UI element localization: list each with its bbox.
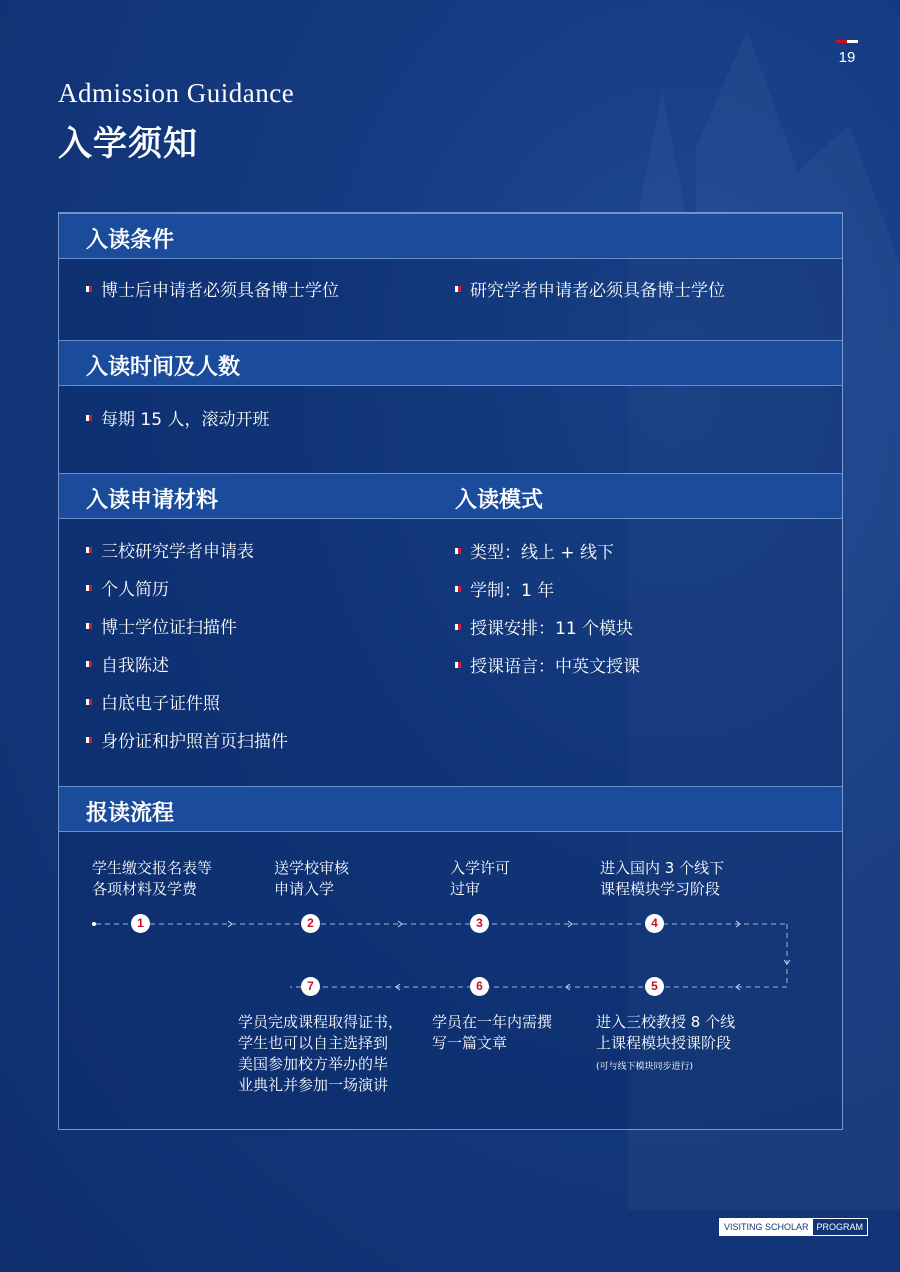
section-body-timing: [59, 386, 842, 473]
footer-badge: [719, 1218, 868, 1236]
list-item: [86, 276, 339, 301]
item-text: 自我陈述: [101, 656, 169, 676]
bullet-icon: [455, 586, 461, 592]
footer-label-left: VISITING SCHOLAR: [720, 1219, 813, 1235]
step-5-marker: 5: [645, 977, 664, 996]
item-text: 授课语言：中英文授课: [470, 657, 640, 677]
item-text: 研究学者申请者必须具备博士学位: [470, 281, 725, 301]
section-body-materials-mode: [59, 519, 842, 786]
step-text-line: 进入三校教授 8 个线: [596, 1013, 736, 1031]
step-5-text: [596, 1012, 735, 1054]
bullet-icon: [455, 286, 461, 292]
step-5-note: (可与线下模块同步进行): [596, 1062, 694, 1072]
section-title-timing: 入读时间及人数: [86, 355, 241, 380]
bullet-icon: [86, 699, 92, 705]
step-4-marker: 4: [645, 914, 664, 933]
item-text: 博士后申请者必须具备博士学位: [101, 281, 339, 301]
section-title-mode: 入读模式: [455, 488, 544, 513]
bullet-icon: [86, 547, 92, 553]
bullet-icon: [86, 286, 92, 292]
bullet-icon: [86, 661, 92, 667]
step-2-text: [274, 858, 349, 900]
step-text-line: 送学校审核: [274, 859, 350, 877]
page-number-accent: [836, 40, 858, 43]
step-text-line: 学生缴交报名表等: [92, 859, 213, 877]
list-item: [86, 689, 220, 714]
item-text: 三校研究学者申请表: [101, 542, 254, 562]
section-title-process: 报读流程: [86, 801, 175, 826]
step-2-marker: 2: [301, 914, 320, 933]
list-item: [455, 614, 633, 639]
step-text-line: 学员在一年内需撰: [432, 1013, 553, 1031]
page-number: [832, 40, 862, 66]
item-text: 每期 15 人，滚动开班: [101, 410, 270, 430]
list-item: [455, 276, 725, 301]
title-chinese: 入学须知: [58, 124, 198, 164]
list-item: [455, 576, 554, 601]
list-item: [86, 405, 269, 430]
step-1-text: [92, 858, 212, 900]
bullet-icon: [86, 585, 92, 591]
item-text: 身份证和护照首页扫描件: [101, 732, 288, 752]
item-text: 类型：线上 + 线下: [470, 543, 615, 563]
list-item: [86, 575, 169, 600]
section-body-conditions: [59, 259, 842, 340]
step-text-line: 各项材料及学费: [92, 880, 198, 898]
step-text-line: 过审: [450, 880, 481, 898]
list-item: [86, 727, 288, 752]
footer-label-right: PROGRAM: [816, 1222, 864, 1232]
list-item: [86, 537, 254, 562]
step-text-line: 美国参加校方举办的毕: [238, 1055, 389, 1073]
section-header-process: [59, 786, 842, 832]
step-7-text: [238, 1012, 403, 1096]
step-3-text: [450, 858, 510, 900]
step-text-line: 上课程模块授课阶段: [596, 1034, 732, 1052]
bullet-icon: [86, 415, 92, 421]
bullet-icon: [455, 548, 461, 554]
bullet-icon: [455, 662, 461, 668]
list-item: [86, 613, 237, 638]
bullet-icon: [455, 624, 461, 630]
step-text-line: 写一篇文章: [432, 1034, 508, 1052]
step-3-marker: 3: [470, 914, 489, 933]
step-4-text: [600, 858, 724, 900]
list-item: [86, 651, 169, 676]
section-header-timing: [59, 340, 842, 386]
step-text-line: 业典礼并参加一场演讲: [238, 1076, 389, 1094]
step-text-line: 学员完成课程取得证书，: [238, 1013, 404, 1031]
process-flow-lines: [58, 890, 798, 1000]
item-text: 学制：1 年: [470, 581, 555, 601]
item-text: 博士学位证扫描件: [101, 618, 237, 638]
item-text: 白底电子证件照: [101, 694, 220, 714]
page-number-text: 19: [838, 49, 856, 66]
step-7-marker: 7: [301, 977, 320, 996]
step-6-text: [432, 1012, 552, 1054]
item-text: 个人简历: [101, 580, 169, 600]
step-text-line: 课程模块学习阶段: [600, 880, 721, 898]
bullet-icon: [86, 737, 92, 743]
item-text: 授课安排：11 个模块: [470, 619, 634, 639]
list-item: [455, 538, 614, 563]
section-title-conditions: 入读条件: [86, 228, 175, 253]
step-6-marker: 6: [470, 977, 489, 996]
bullet-icon: [86, 623, 92, 629]
step-text-line: 学生也可以自主选择到: [238, 1034, 389, 1052]
step-text-line: 申请入学: [274, 880, 335, 898]
step-text-line: 入学许可: [450, 859, 511, 877]
section-title-materials: 入读申请材料: [86, 488, 219, 513]
section-header-conditions: [59, 213, 842, 259]
step-text-line: 进入国内 3 个线下: [600, 859, 725, 877]
section-header-materials-mode: [59, 473, 842, 519]
step-1-marker: 1: [131, 914, 150, 933]
list-item: [455, 652, 640, 677]
title-english: Admission Guidance: [58, 78, 295, 108]
